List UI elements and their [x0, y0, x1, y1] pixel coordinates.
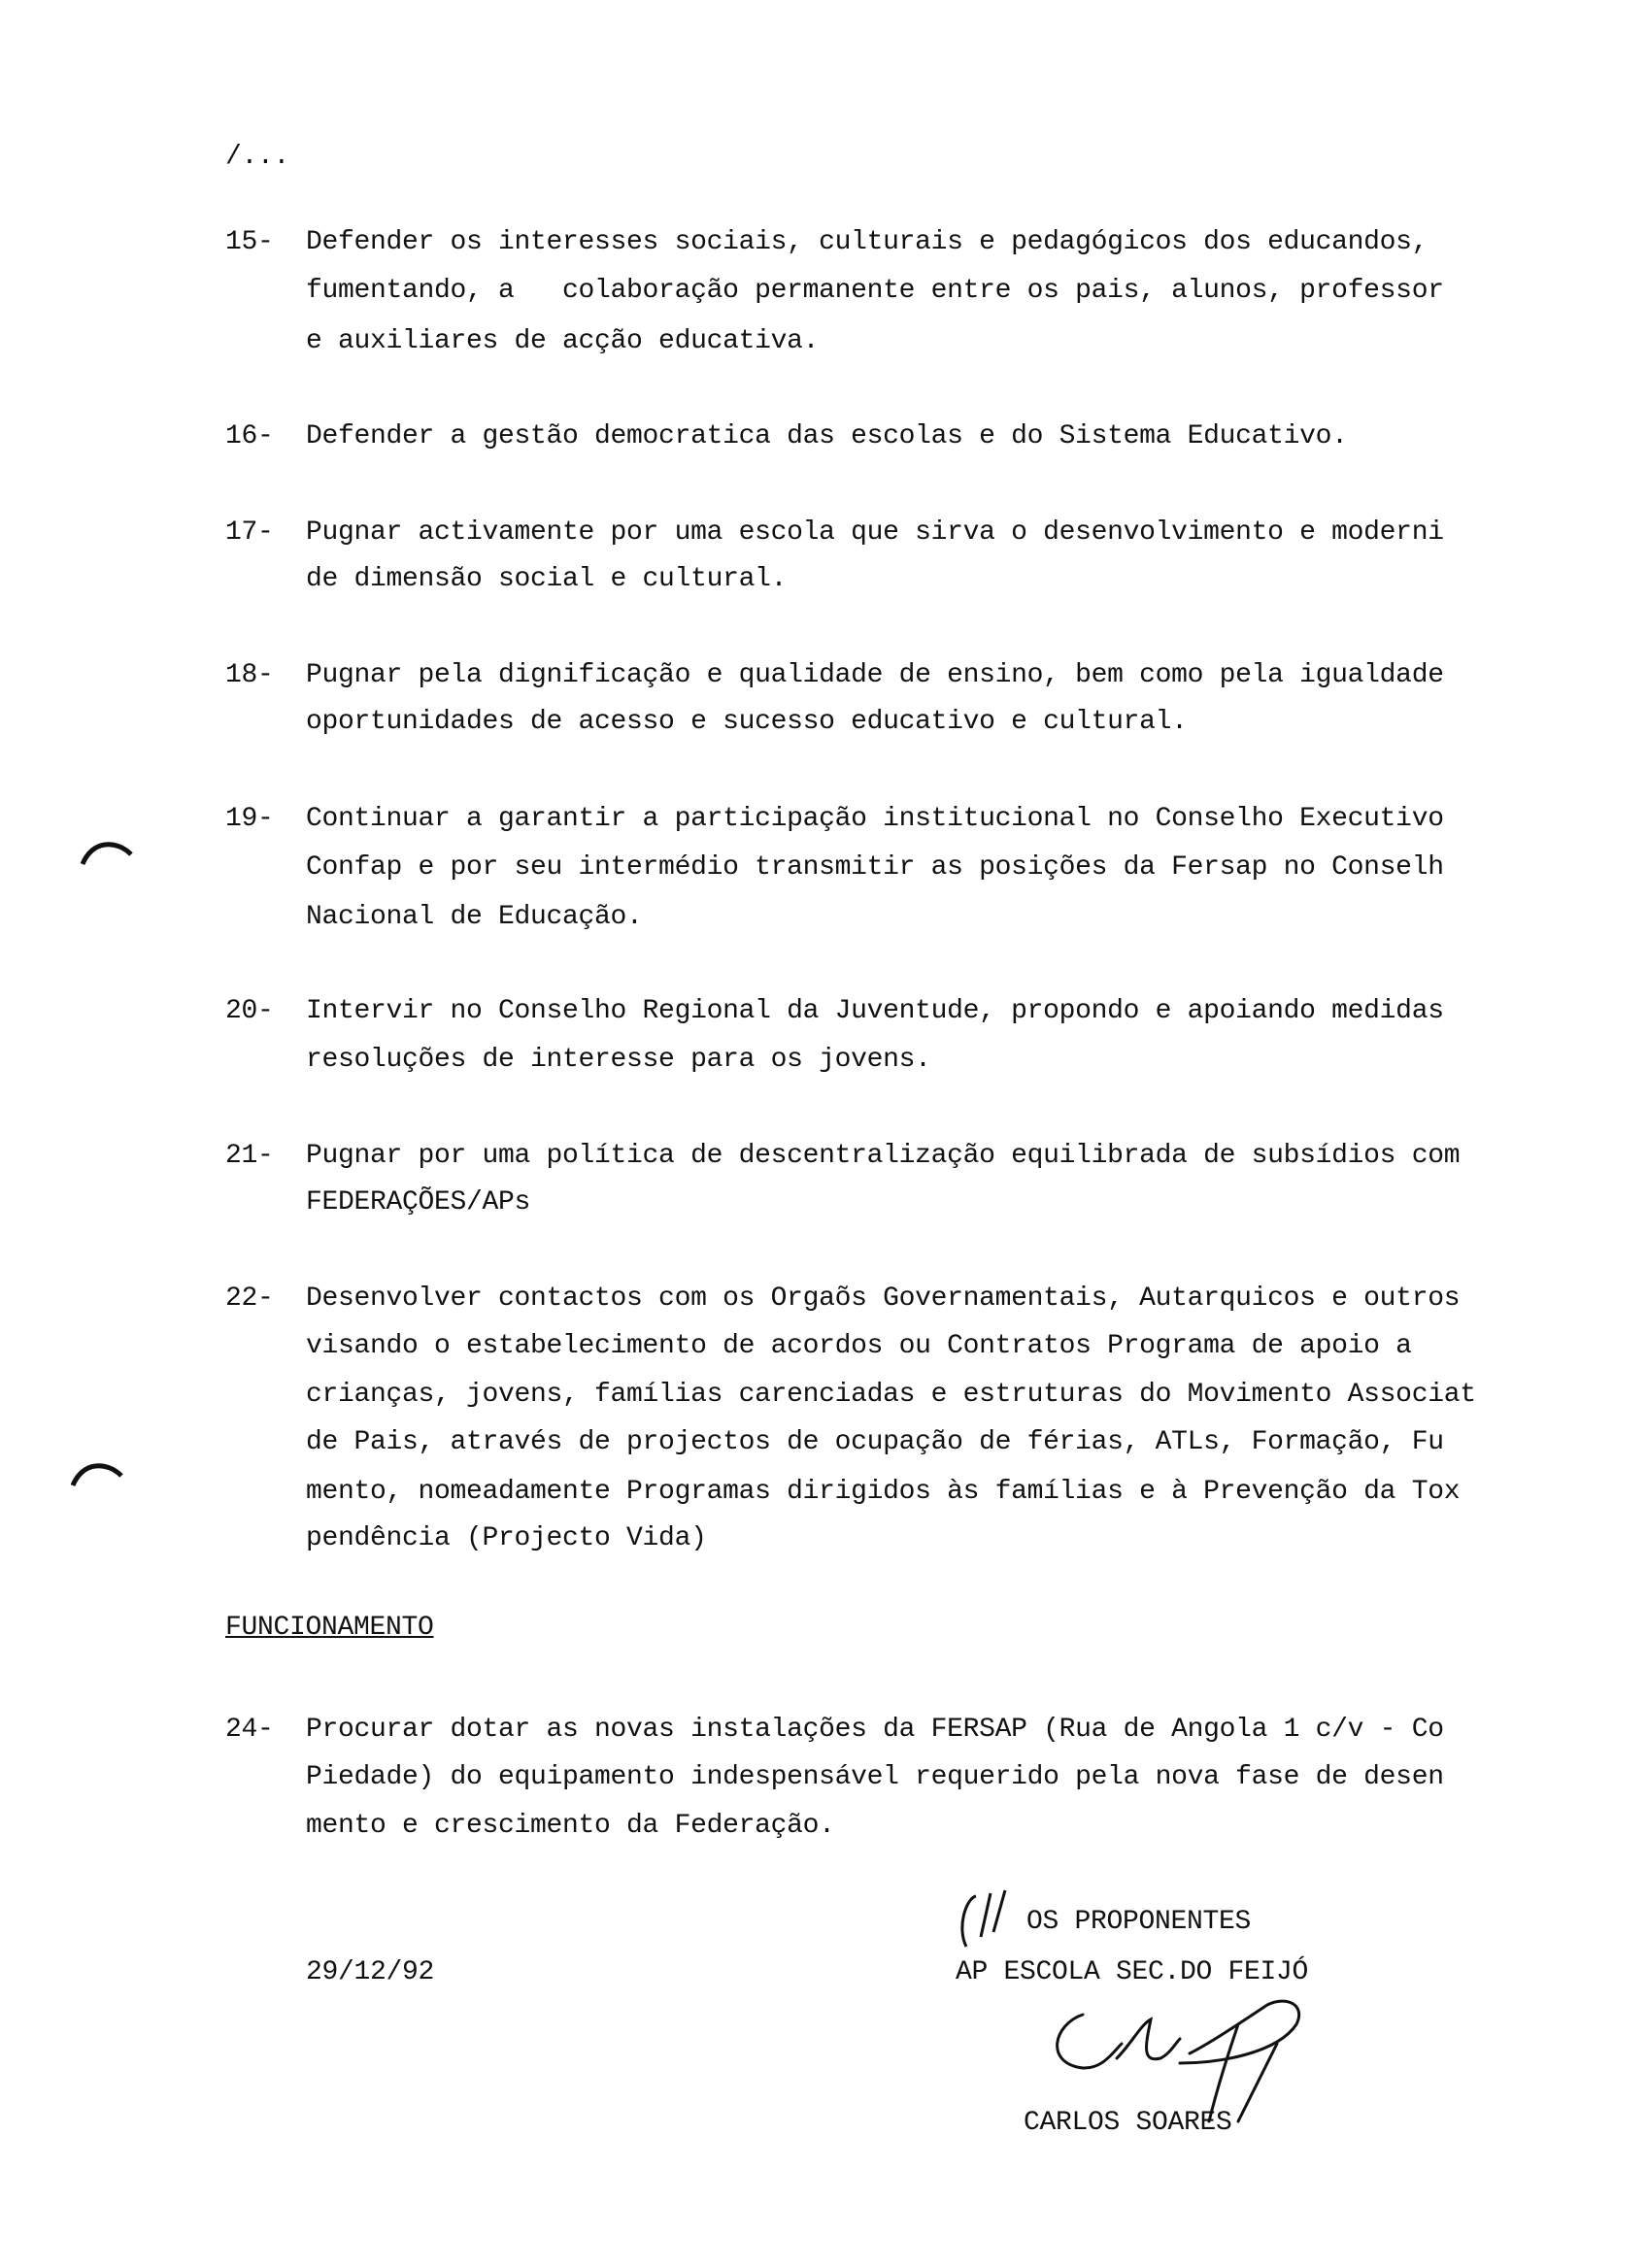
item-number: 21-	[225, 1141, 274, 1171]
date: 29/12/92	[306, 1957, 435, 1987]
item-text-line: visando o estabelecimento de acordos ou Contratos Programa de apoio a	[306, 1331, 1412, 1361]
item-text-line: Piedade) do equipamento indespensável requerido pela nova fase de desen	[306, 1762, 1444, 1792]
scan-artifact-icon	[68, 1456, 126, 1495]
item-text-line: Procurar dotar as novas instalações da FERSAP (Rua de Angola 1 c/v - Co	[306, 1715, 1444, 1745]
item-number: 15-	[225, 227, 274, 257]
item-text-line: Defender a gestão democratica das escolas e do Sistema Educativo.	[306, 421, 1348, 451]
item-number: 20-	[225, 996, 274, 1026]
item-text-line: mento, nomeadamente Programas dirigidos às famílias e à Prevenção da Tox	[306, 1477, 1461, 1507]
item-text-line: e auxiliares de acção educativa.	[306, 326, 820, 356]
item-text-line: Nacional de Educação.	[306, 902, 643, 932]
item-number: 19-	[225, 804, 274, 834]
section-heading	[225, 1611, 434, 1646]
item-text-line: Confap e por seu intermédio transmitir as posições da Fersap no Conselh	[306, 852, 1444, 883]
by-order-mark	[947, 1888, 1015, 1956]
item-text-line: Pugnar activamente por uma escola que sirva o desenvolvimento e moderni	[306, 517, 1444, 548]
item-number: 24-	[225, 1715, 274, 1745]
item-text-line: de Pais, através de projectos de ocupação de férias, ATLs, Formação, Fu	[306, 1427, 1444, 1457]
item-text-line: pendência (Projecto Vida)	[306, 1523, 707, 1553]
signature-heading: OS PROPONENTES	[1026, 1907, 1252, 1937]
continuation-mark: /...	[225, 142, 290, 172]
item-number: 17-	[225, 517, 274, 548]
section-heading-text: FUNCIONAMENTO	[225, 1613, 434, 1643]
signatory-name: CARLOS SOARES	[1024, 2108, 1232, 2138]
signature-organization: AP ESCOLA SEC.DO FEIJÓ	[956, 1957, 1309, 1987]
item-text-line: de dimensão social e cultural.	[306, 564, 788, 594]
item-text-line: Pugnar por uma política de descentralização equilibrada de subsídios com	[306, 1141, 1461, 1171]
item-text-line: Continuar a garantir a participação institucional no Conselho Executivo	[306, 804, 1444, 834]
item-text-line: oportunidades de acesso e sucesso educativo e cultural.	[306, 707, 1188, 737]
handwritten-signature	[1044, 1985, 1326, 2131]
item-number: 16-	[225, 421, 274, 451]
item-text-line: crianças, jovens, famílias carenciadas e estruturas do Movimento Associat	[306, 1380, 1476, 1410]
item-text-line: fumentando, a colaboração permanente entre os pais, alunos, professor	[306, 276, 1444, 306]
item-number: 22-	[225, 1284, 274, 1314]
item-text-line: Pugnar pela dignificação e qualidade de ensino, bem como pela igualdade	[306, 660, 1444, 690]
item-text-line: FEDERAÇÕES/APs	[306, 1187, 531, 1217]
item-text-line: Desenvolver contactos com os Orgaõs Governamentais, Autarquicos e outros	[306, 1284, 1461, 1314]
item-text-line: Defender os interesses sociais, culturais e pedagógicos dos educandos,	[306, 227, 1429, 257]
scan-artifact-icon	[78, 835, 136, 874]
item-text-line: resoluções de interesse para os jovens.	[306, 1045, 931, 1075]
item-number: 18-	[225, 660, 274, 690]
item-text-line: mento e crescimento da Federação.	[306, 1811, 835, 1841]
item-text-line: Intervir no Conselho Regional da Juventude, propondo e apoiando medidas	[306, 996, 1444, 1026]
